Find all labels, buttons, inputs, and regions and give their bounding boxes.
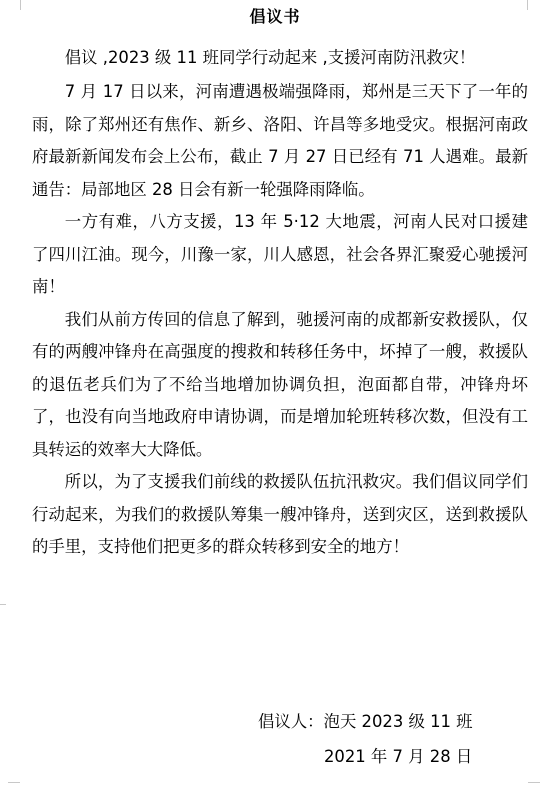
paragraph-mutual-aid: 一方有难，八方支援，13 年 5·12 大地震，河南人民对口援建了四川江油。现今，川豫一家，川人感恩，社会各界汇聚爱心驰援河南！ [32, 212, 528, 296]
paragraph-rescue-team: 我们从前方传回的信息了解到，驰援河南的成都新安救援队，仅有的两艘冲锋舟在高强度的搜救和转移任务中，坏掉了一艘，救援队的退伍老兵们为了不给当地增加协调负担，泡面都自带，冲锋舟坏了，也没有向当地政府申请协调，而是增加轮班转移次数，但没有工具转运的效率大大降低。 [32, 309, 528, 459]
crop-mark [0, 604, 6, 605]
signature: 倡议人：泡天 2023 级 11 班 [258, 712, 473, 731]
document-body [32, 40, 528, 564]
paragraph-flood-situation: 7 月 17 日以来，河南遭遇极端强降雨，郑州是三天下了一年的雨，除了郑州还有焦作、新乡、洛阳、许昌等多地受灾。根据河南政府最新新闻发布会上公布，截止 7 月 27 日已经有 71 人遇难。最新通告：局部地区 28 日会有新一轮强降雨降临。 [32, 82, 528, 199]
paragraph-proposal: 所以，为了支援我们前线的救援队伍抗汛救灾。我们倡议同学们行动起来，为我们的救援队筹集一艘冲锋舟，送到灾区，送到救援队的手里，支持他们把更多的群众转移到安全的地方！ [32, 472, 528, 556]
document-title: 倡议书 [249, 7, 301, 26]
paragraph-call-to-action: 倡议 ,2023 级 11 班同学行动起来 ,支援河南防汛救灾！ [64, 48, 476, 67]
crop-mark [528, 782, 540, 783]
crop-mark [8, 782, 20, 783]
signature-date: 2021 年 7 月 28 日 [324, 747, 473, 766]
